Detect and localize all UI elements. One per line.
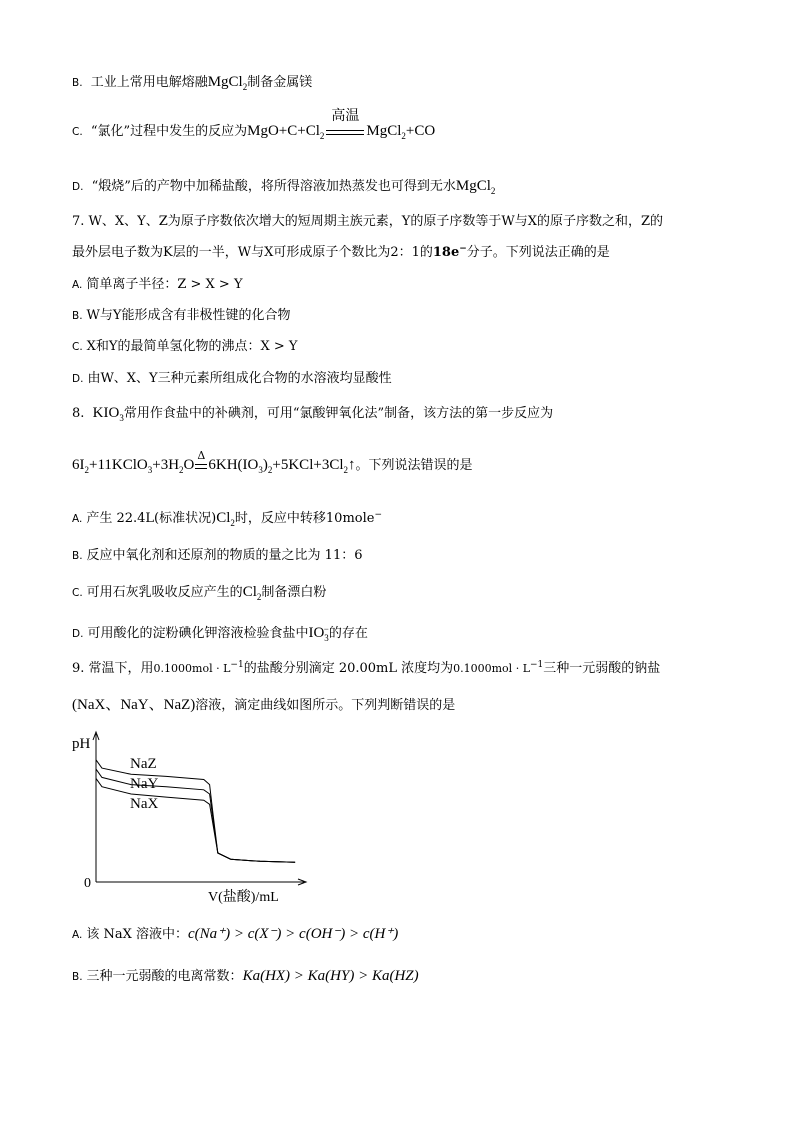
option-label: B. <box>72 971 83 983</box>
origin-label: 0 <box>84 876 91 891</box>
option-label: B. <box>72 550 83 562</box>
series-label-naz: NaZ <box>130 756 157 772</box>
q8-option-c: C. 可用石灰乳吸收反应产生的$Cl_2$制备漂白粉 <box>72 584 327 602</box>
formula: c(Na⁺) > c(X⁻) > c(OH⁻) > c(H⁺) <box>188 926 399 942</box>
formula: $KIO_3$ <box>92 405 124 423</box>
option-label: D. <box>72 373 84 385</box>
q6-option-d <box>72 176 495 197</box>
formula: $MgO+C+Cl_2$ <box>247 123 325 141</box>
option-label: A. <box>72 513 83 525</box>
q7-stem-line2: 最外层电子数为K层的一半，W与X可形成原子个数比为2：1的18e−分子。下列说法正确的是 <box>72 244 610 260</box>
formula: $Cl_2$ <box>216 510 235 528</box>
q7-option-c <box>72 337 298 357</box>
q9-stem-line2: (NaX、NaY、NaZ)溶液，滴定曲线如图所示。下列判断错误的是 <box>72 697 456 713</box>
option-label: D. <box>72 181 84 193</box>
heat-condition: Δ <box>194 456 208 476</box>
option-label: A. <box>72 929 83 941</box>
option-text: W与Y能形成含有非极性键的化合物 <box>86 308 291 323</box>
option-label: C. <box>72 587 83 599</box>
reaction-condition: 高温 <box>324 122 366 142</box>
x-axis-label: V(盐酸)/mL <box>208 890 279 905</box>
option-text: 工业上常用电解熔融 <box>90 75 208 90</box>
option-label: D. <box>72 628 84 640</box>
q7-option-b <box>72 306 291 326</box>
option-text: 由W、X、Y三种元素所组成化合物的水溶液均显酸性 <box>87 371 392 386</box>
q8-option-a: A. 产生 22.4L(标准状况)$Cl_2$时，反应中转移10mole− <box>72 510 382 528</box>
option-label: A. <box>72 279 83 291</box>
option-text-tail: 制备金属镁 <box>247 75 313 90</box>
option-text: 反应中氧化剂和还原剂的物质的量之比为 11：6 <box>86 548 363 563</box>
formula: MgCl$_2$+CO <box>366 123 436 141</box>
q7-stem-line1: 7. W、X、Y、Z为原子序数依次增大的短周期主族元素，Y的原子序数等于W与X的原子序数之和，Z的 <box>72 214 663 229</box>
y-axis-label: pH <box>72 736 91 752</box>
formula: $6KH(IO_3)_2+5KCl+3Cl_2↑$ <box>208 457 356 475</box>
q9-option-b: B. 三种一元弱酸的电离常数：Ka(HX) > Ka(HY) > Ka(HZ) <box>72 968 419 984</box>
q8-stem-line1: 8. $KIO_3$常用作食盐中的补碘剂，可用“氯酸钾氧化法”制备，该方法的第一步反应为 <box>72 405 554 423</box>
option-text: “煅烧”后的产物中加稀盐酸，将所得溶液加热蒸发也可得到无水 <box>91 179 456 194</box>
series-label-nax: NaX <box>130 796 159 812</box>
q6-option-b <box>72 72 312 93</box>
option-text: “氯化”过程中发生的反应为 <box>90 124 248 139</box>
option-label: B. <box>72 310 83 322</box>
q6-option-c <box>72 108 436 142</box>
formula: Ka(HX) > Ka(HY) > Ka(HZ) <box>242 968 419 984</box>
option-label: C. <box>72 341 83 353</box>
formula: MgCl$_2$ <box>207 74 248 92</box>
q9-option-a: A. 该 NaX 溶液中：c(Na⁺) > c(X⁻) > c(OH⁻) > c(H⁺) <box>72 926 399 942</box>
option-label: C. <box>72 126 83 138</box>
q8-equation: $6I_2+11KClO_3+3H_2O$ Δ $6KH(IO_3)_2+5KCl+3Cl_2↑$。下列说法错误的是 <box>72 449 473 475</box>
titration-curve-chart <box>60 728 310 906</box>
formula: $IO_3^-$ <box>308 624 329 643</box>
series-line-nay <box>96 769 295 862</box>
q8-option-d: D. 可用酸化的淀粉碘化钾溶液检验食盐中$IO_3^-$的存在 <box>72 624 368 643</box>
q9-stem-line1: 9. 常温下，用$0.1000mol \cdot L^{-1}$的盐酸分别滴定 20.00mL 浓度均为$0.1000mol \cdot L^{-1}$三种一元弱酸的钠盐 <box>72 660 661 676</box>
option-text: X和Y的最简单氢化物的沸点：X > Y <box>86 339 298 354</box>
formula: $6I_2+11KClO_3+3H_2O$ <box>72 457 195 475</box>
series-label-nay: NaY <box>130 776 159 792</box>
series-line-naz <box>96 760 295 863</box>
option-label: B. <box>72 77 83 89</box>
formula: $Cl_2$ <box>242 584 262 602</box>
series-line-nax <box>96 778 295 862</box>
q7-option-d <box>72 369 392 389</box>
q7-option-a <box>72 275 243 295</box>
q8-option-b <box>72 546 363 566</box>
option-text: 简单离子半径：Z > X > Y <box>86 277 243 292</box>
formula: MgCl$_2$ <box>455 178 496 196</box>
